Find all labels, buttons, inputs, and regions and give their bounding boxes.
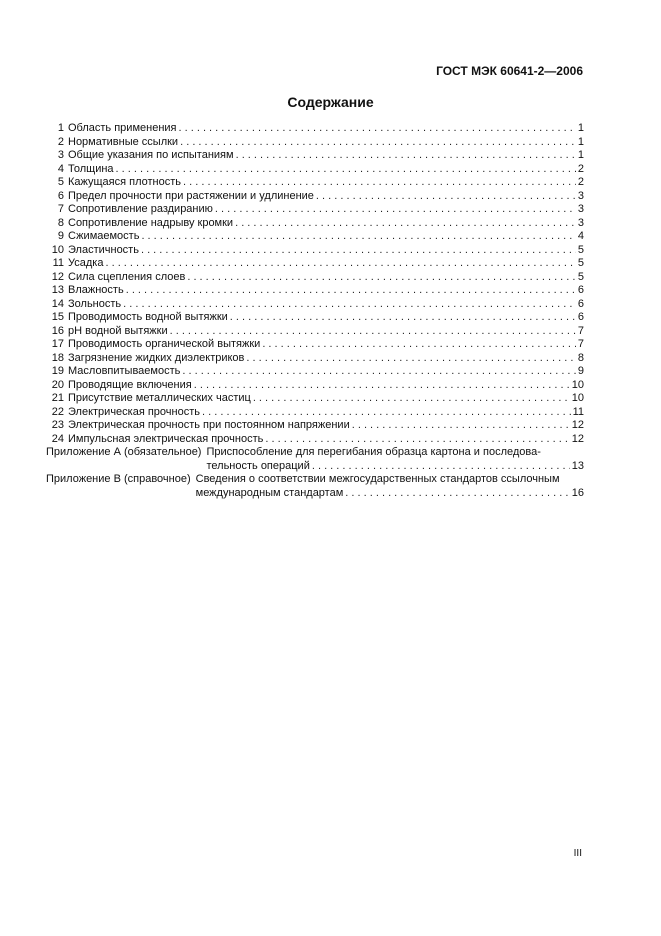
toc-entry[interactable] <box>46 203 584 217</box>
leader-dots <box>187 271 576 285</box>
toc-entry[interactable] <box>46 149 584 163</box>
toc-entry[interactable] <box>46 311 584 325</box>
toc-entry-title: Электрическая прочность <box>68 405 200 418</box>
toc-entry-title: Сопротивление надрыву кромки <box>68 216 234 229</box>
toc-entry-number: 17 <box>51 338 64 350</box>
toc-entry-page: 9 <box>577 365 584 377</box>
standard-designation: ГОСТ МЭК 60641-2—2006 <box>436 64 583 78</box>
toc-entry-page: 10 <box>571 392 584 404</box>
toc-entry[interactable] <box>46 122 584 136</box>
leader-dots <box>265 433 569 447</box>
toc-entry[interactable] <box>46 163 584 177</box>
toc-entry-title: Зольность <box>68 297 122 310</box>
toc-entry-page: 12 <box>571 419 584 431</box>
toc-entry[interactable] <box>46 284 584 298</box>
leader-dots <box>312 460 570 474</box>
toc-entry[interactable] <box>46 230 584 244</box>
leader-dots <box>123 298 576 312</box>
toc-entry-title: Эластичность <box>68 243 139 256</box>
toc-entry-number: 3 <box>57 149 64 161</box>
leader-dots <box>116 163 576 177</box>
toc-entry-number: 1 <box>57 122 64 134</box>
toc-appendix-entry[interactable] <box>46 473 584 500</box>
toc-entry[interactable] <box>46 257 584 271</box>
toc-entry-title: Сила сцепления слоев <box>68 270 186 283</box>
toc-entry[interactable] <box>46 298 584 312</box>
leader-dots <box>126 284 576 298</box>
toc-entry-page: 2 <box>577 162 584 175</box>
toc-entry-number: 16 <box>51 324 64 337</box>
leader-dots <box>141 230 575 244</box>
leader-dots <box>262 338 576 352</box>
toc-entry-number: 24 <box>51 432 64 445</box>
leader-dots <box>170 325 576 339</box>
toc-entry-page: 7 <box>577 324 584 337</box>
leader-dots <box>105 257 575 271</box>
toc-entry-number: 13 <box>51 284 64 296</box>
toc-entry-page: 5 <box>577 243 584 256</box>
toc-entry-title: Электрическая прочность при постоянном напряжении <box>68 419 350 431</box>
toc-entry-number: 8 <box>57 216 64 229</box>
toc-entry-page: 3 <box>577 203 584 215</box>
toc-entry[interactable] <box>46 136 584 150</box>
toc-entry-title: Нормативные ссылки <box>68 135 179 148</box>
toc-entry-number: 9 <box>57 230 64 242</box>
toc-entry-page: 1 <box>577 122 584 134</box>
toc-entry-title: Общие указания по испытаниям <box>68 149 234 161</box>
leader-dots <box>141 244 576 258</box>
appendix-title-line2: тельность операций <box>206 459 310 472</box>
toc-entry[interactable] <box>46 325 584 339</box>
toc-entry-title: Проводимость органической вытяжки <box>68 338 261 350</box>
toc-entry-page: 6 <box>577 297 584 310</box>
toc-entry-page: 7 <box>577 338 584 350</box>
toc-entry-number: 20 <box>51 378 64 391</box>
toc-entry-number: 23 <box>51 419 64 431</box>
toc-entry-title: Область применения <box>68 122 177 134</box>
toc-entry-page: 6 <box>577 284 584 296</box>
leader-dots <box>183 176 576 190</box>
toc-entry-title: Толщина <box>68 162 114 175</box>
appendix-page: 16 <box>571 486 584 499</box>
toc-entry-page: 3 <box>577 189 584 202</box>
toc-entry-number: 12 <box>51 270 64 283</box>
toc-entry-page: 12 <box>571 432 584 445</box>
appendix-label: Приложение А (обязательное) <box>46 446 202 458</box>
toc-entry-number: 7 <box>57 203 64 215</box>
toc-entry-title: Предел прочности при растяжении и удлинение <box>68 189 314 202</box>
page-title: Содержание <box>287 94 374 110</box>
toc-entry-title: Влажность <box>68 284 124 296</box>
leader-dots <box>230 311 576 325</box>
leader-dots <box>246 352 575 366</box>
toc-entry-number: 22 <box>51 405 64 418</box>
appendix-label: Приложение В (справочное) <box>46 473 191 485</box>
page-number: III <box>573 848 582 859</box>
toc-entry-number: 10 <box>51 243 64 256</box>
toc-entry[interactable] <box>46 217 584 231</box>
leader-dots <box>194 379 570 393</box>
toc-entry-title: Сопротивление раздиранию <box>68 203 213 215</box>
toc-entry-page: 10 <box>571 378 584 391</box>
appendix-page: 13 <box>571 459 584 472</box>
leader-dots <box>182 365 576 379</box>
toc-entry[interactable] <box>46 190 584 204</box>
leader-dots <box>179 122 576 136</box>
toc-entry-number: 21 <box>51 392 64 404</box>
table-of-contents <box>46 122 584 500</box>
toc-entry-number: 2 <box>57 135 64 148</box>
toc-entry[interactable] <box>46 392 584 406</box>
toc-entry-page: 8 <box>577 351 584 364</box>
toc-entry-number: 18 <box>51 351 64 364</box>
leader-dots <box>253 392 570 406</box>
toc-entry-title: Кажущаяся плотность <box>68 176 182 188</box>
toc-entry-title: pH водной вытяжки <box>68 324 168 337</box>
toc-entry-page: 2 <box>577 176 584 188</box>
leader-dots <box>236 149 576 163</box>
toc-entry-title: Проводящие включения <box>68 378 192 391</box>
toc-entry-page: 5 <box>577 257 584 269</box>
toc-entry-title: Проводимость водной вытяжки <box>68 311 228 323</box>
leader-dots <box>180 136 576 150</box>
leader-dots <box>352 419 570 433</box>
toc-entry-number: 15 <box>51 311 64 323</box>
toc-entry-page: 4 <box>577 230 584 242</box>
toc-entry-title: Сжимаемость <box>68 230 140 242</box>
leader-dots <box>345 487 569 501</box>
leader-dots <box>316 190 576 204</box>
toc-entry-page: 11 <box>572 405 584 418</box>
appendix-title-line1: Приспособление для перегибания образца картона и последова- <box>206 446 541 458</box>
toc-entry[interactable] <box>46 419 584 433</box>
toc-entry-page: 6 <box>577 311 584 323</box>
toc-entry[interactable] <box>46 365 584 379</box>
toc-entry-title: Масловпитываемость <box>68 365 181 377</box>
leader-dots <box>202 406 571 420</box>
toc-entry[interactable] <box>46 271 584 285</box>
toc-entry[interactable] <box>46 433 584 447</box>
leader-dots <box>215 203 576 217</box>
toc-entry-page: 1 <box>577 149 584 161</box>
toc-appendix-entry[interactable] <box>46 446 584 473</box>
appendix-title-line1: Сведения о соответствии межгосударственных стандартов ссылочным <box>195 473 560 485</box>
toc-entry-number: 19 <box>51 365 64 377</box>
appendix-title-line2: международным стандартам <box>195 486 344 499</box>
toc-entry-page: 3 <box>577 216 584 229</box>
toc-entry[interactable] <box>46 338 584 352</box>
toc-entry-number: 11 <box>52 257 64 269</box>
toc-entry-page: 1 <box>577 135 584 148</box>
toc-entry[interactable] <box>46 244 584 258</box>
toc-entry[interactable] <box>46 379 584 393</box>
toc-entry-title: Присутствие металлических частиц <box>68 392 251 404</box>
toc-entry-title: Усадка <box>68 257 104 269</box>
toc-entry-title: Загрязнение жидких диэлектриков <box>68 351 245 364</box>
toc-entry-title: Импульсная электрическая прочность <box>68 432 264 445</box>
toc-entry-number: 14 <box>51 297 64 310</box>
leader-dots <box>235 217 576 231</box>
toc-entry[interactable] <box>46 406 584 420</box>
toc-entry-number: 5 <box>57 176 64 188</box>
toc-entry-number: 6 <box>57 189 64 202</box>
toc-entry[interactable] <box>46 352 584 366</box>
toc-entry[interactable] <box>46 176 584 190</box>
toc-entry-number: 4 <box>57 162 64 175</box>
toc-entry-page: 5 <box>577 270 584 283</box>
